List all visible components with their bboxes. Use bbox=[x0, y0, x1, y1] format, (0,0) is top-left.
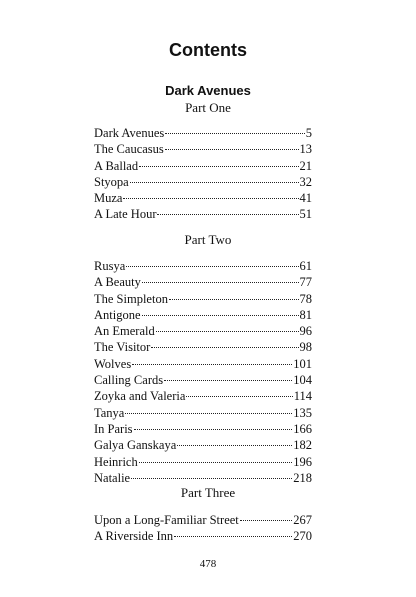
toc-entry-title: Muza bbox=[94, 191, 123, 206]
toc-entry-title: Heinrich bbox=[94, 454, 138, 469]
toc-entry-page: 81 bbox=[299, 307, 312, 322]
dot-leader bbox=[177, 445, 292, 446]
toc-entry-title: The Visitor bbox=[94, 340, 151, 355]
dot-leader bbox=[169, 299, 299, 300]
toc-entry-page: 218 bbox=[293, 470, 312, 485]
toc-entry bbox=[94, 512, 312, 528]
dot-leader bbox=[126, 266, 298, 267]
dot-leader bbox=[130, 182, 299, 183]
toc-entry bbox=[94, 307, 312, 323]
toc-entry bbox=[94, 388, 312, 404]
toc-entry-page: 96 bbox=[299, 324, 312, 339]
toc-entry-title: A Late Hour bbox=[94, 207, 157, 222]
toc-entry-title: A Ballad bbox=[94, 158, 139, 173]
toc-entry-page: 101 bbox=[293, 356, 312, 371]
toc-entry-page: 61 bbox=[299, 259, 312, 273]
dot-leader bbox=[139, 166, 298, 167]
toc-entry bbox=[94, 190, 312, 206]
dot-leader bbox=[164, 380, 292, 381]
toc-entry-page: 5 bbox=[305, 126, 312, 140]
dot-leader bbox=[134, 429, 293, 430]
toc-entry-title: A Riverside Inn bbox=[94, 529, 174, 544]
part-one-list bbox=[94, 125, 312, 223]
dot-leader bbox=[142, 282, 299, 283]
toc-entry bbox=[94, 323, 312, 339]
toc-entry-title: A Beauty bbox=[94, 275, 141, 290]
part-three-list bbox=[94, 512, 312, 545]
dot-leader bbox=[165, 149, 299, 150]
dot-leader bbox=[240, 520, 292, 521]
page-number: 478 bbox=[199, 558, 217, 570]
toc-entry-page: 77 bbox=[299, 275, 312, 290]
toc-entry-title: Galya Ganskaya bbox=[94, 438, 177, 453]
toc-entry bbox=[94, 339, 312, 355]
toc-entry-title: Zoyka and Valeria bbox=[94, 389, 186, 404]
toc-entry-title: The Caucasus bbox=[94, 142, 164, 157]
toc-entry-title: Natalie bbox=[94, 470, 131, 485]
toc-entry-title: Rusya bbox=[94, 259, 126, 273]
toc-entry-page: 41 bbox=[299, 191, 312, 206]
toc-entry-page: 32 bbox=[299, 174, 312, 189]
dot-leader bbox=[131, 478, 292, 479]
toc-entry bbox=[94, 174, 312, 190]
toc-entry-page: 51 bbox=[299, 207, 312, 222]
toc-entry bbox=[94, 421, 312, 437]
toc-entry bbox=[94, 454, 312, 470]
toc-entry-page: 135 bbox=[293, 405, 312, 420]
toc-entry-page: 78 bbox=[299, 291, 312, 306]
toc-entry-title: Upon a Long-Familiar Street bbox=[94, 513, 239, 527]
dot-leader bbox=[174, 536, 292, 537]
toc-entry bbox=[94, 258, 312, 274]
dot-leader bbox=[125, 413, 292, 414]
dot-leader bbox=[156, 331, 299, 332]
toc-entry bbox=[94, 372, 312, 388]
part-three-heading: Part Three bbox=[180, 485, 236, 500]
toc-entry-title: An Emerald bbox=[94, 324, 155, 339]
toc-entry-title: The Simpleton bbox=[94, 291, 168, 306]
dot-leader bbox=[165, 133, 305, 134]
toc-entry bbox=[94, 291, 312, 307]
dot-leader bbox=[132, 364, 292, 365]
toc-entry bbox=[94, 158, 312, 174]
dot-leader bbox=[157, 214, 298, 215]
dot-leader bbox=[151, 347, 298, 348]
toc-entry-page: 21 bbox=[299, 158, 312, 173]
toc-entry-title: Styopa bbox=[94, 174, 129, 189]
section-title: Dark Avenues bbox=[165, 83, 251, 98]
toc-entry bbox=[94, 356, 312, 372]
toc-entry bbox=[94, 528, 312, 544]
page-title: Contents bbox=[169, 40, 247, 60]
toc-entry-title: Dark Avenues bbox=[94, 126, 165, 140]
toc-entry-title: In Paris bbox=[94, 421, 133, 436]
dot-leader bbox=[142, 315, 299, 316]
part-one-heading: Part One bbox=[185, 100, 231, 115]
toc-entry bbox=[94, 206, 312, 222]
dot-leader bbox=[123, 198, 298, 199]
toc-entry bbox=[94, 405, 312, 421]
toc-entry-page: 267 bbox=[293, 513, 312, 527]
part-two-heading: Part Two bbox=[184, 232, 232, 247]
toc-entry-title: Tanya bbox=[94, 405, 125, 420]
toc-entry-page: 270 bbox=[293, 529, 312, 544]
toc-entry-page: 98 bbox=[299, 340, 312, 355]
dot-leader bbox=[186, 396, 292, 397]
toc-entry-page: 166 bbox=[293, 421, 312, 436]
toc-entry-title: Calling Cards bbox=[94, 373, 164, 388]
toc-entry bbox=[94, 274, 312, 290]
toc-entry-page: 114 bbox=[293, 389, 312, 404]
toc-entry-page: 196 bbox=[293, 454, 312, 469]
toc-entry-page: 182 bbox=[293, 438, 312, 453]
toc-entry bbox=[94, 141, 312, 157]
toc-entry bbox=[94, 125, 312, 141]
dot-leader bbox=[139, 462, 293, 463]
toc-entry bbox=[94, 470, 312, 486]
toc-entry-title: Antigone bbox=[94, 307, 141, 322]
toc-entry-page: 13 bbox=[299, 142, 312, 157]
toc-entry bbox=[94, 437, 312, 453]
toc-entry-title: Wolves bbox=[94, 356, 132, 371]
part-two-list bbox=[94, 258, 312, 486]
toc-entry-page: 104 bbox=[293, 373, 312, 388]
